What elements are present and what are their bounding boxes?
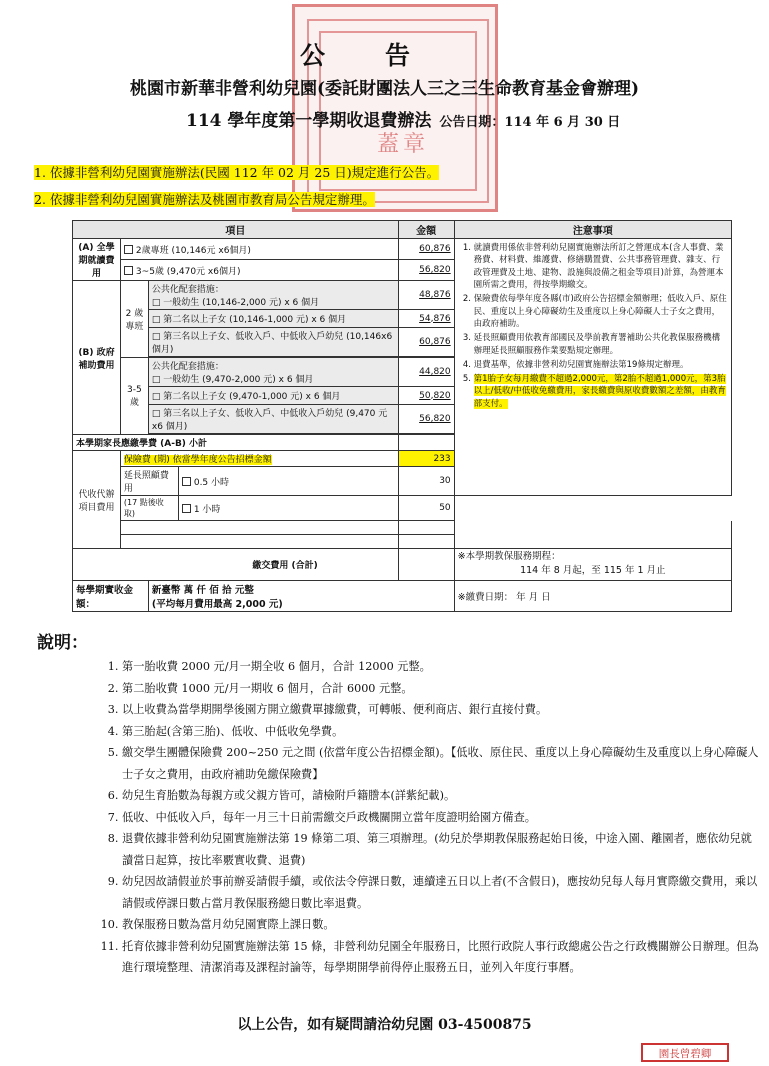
amount-cell: 233 xyxy=(398,451,454,467)
amount-cell: 56,820 xyxy=(398,260,454,281)
amount-cell: 60,876 xyxy=(398,239,454,260)
age35-row-0: □ 一般幼生 (9,470-2,000 元) x 6 個月 xyxy=(151,375,314,385)
extended-row: 1 小時 xyxy=(178,496,398,521)
collect-row: 保險費 (期) 依當學年度公告招標金額 xyxy=(120,451,398,467)
note-item: 3. 延長照顧費用依教育部國民及學前教育署補助公共化教保服務機構辦理延長照顧服務作業要點規定辦理。 xyxy=(474,332,728,357)
section-a-label: (A) 全學期就讀費用 xyxy=(73,239,121,281)
service-period: ※本學期教保服務期程： 114 年 8 月起，至 115 年 1 月止 xyxy=(454,549,731,581)
age2-row-0: □ 一般幼生 (10,146-2,000 元) x 6 個月 xyxy=(151,298,320,308)
total-amount xyxy=(398,549,454,581)
notes-cell xyxy=(454,239,731,496)
section-b-label: (B) 政府補助費用 xyxy=(73,281,121,435)
age35-row xyxy=(148,358,398,387)
fee-table xyxy=(72,220,732,612)
checkbox[interactable] xyxy=(182,504,191,513)
note-item: 2. 保險費依每學年度各縣(市)政府公告招標金額辦理；低收入戶、原住民、重度以上身心障礙幼生及重度以上身心障礙人士子女之費用，由政府補助。 xyxy=(474,293,728,330)
list-item: 8. 退費依據非營利幼兒園實施辦法第 19 條第二項、第三項辦理。(幼兒於學期教保服務起始日後，中途入園、離園者，應依幼兒就讀當日起算，按比率覈實收費、退費) xyxy=(122,828,762,871)
age2-row-1: □ 第二名以上子女 (10,146-1,000 元) x 6 個月 xyxy=(148,310,398,328)
section-a-row: 2歲專班 (10,146元 x6個月) xyxy=(120,239,398,260)
amount-cell: 56,820 xyxy=(398,405,454,434)
page-subtitle xyxy=(186,106,620,131)
note-item: 4. 退費基準，依據非營利幼兒園實施辦法第19條規定辦理。 xyxy=(474,359,728,371)
blank-cell xyxy=(398,535,454,549)
stamp-char-left: 公 xyxy=(300,41,386,70)
list-item: 2. 第二胎收費 1000 元/月一期收 6 個月，合計 6000 元整。 xyxy=(122,678,762,700)
term-total-label: 每學期實收金額： xyxy=(73,580,149,611)
header-amount: 金額 xyxy=(398,221,454,239)
age2-label: 2 歲 專班 xyxy=(120,281,148,358)
amount-cell: 54,876 xyxy=(398,310,454,328)
amount-cell: 60,876 xyxy=(398,328,454,357)
header-item: 項目 xyxy=(73,221,399,239)
header-notes: 注意事項 xyxy=(454,221,731,239)
intro-line-2: 2. 依據非營利幼兒園實施辦法及桃園市教育局公告規定辦理。 xyxy=(34,192,375,207)
age2-row-2: □ 第三名以上子女、低收入戶、中低收入戶幼兒 (10,146x6 個月) xyxy=(148,328,398,357)
list-item: 1. 第一胎收費 2000 元/月一期全收 6 個月，合計 12000 元整。 xyxy=(122,656,762,678)
checkbox[interactable] xyxy=(124,266,133,275)
collect-label: 代收代辦項目費用 xyxy=(73,451,121,549)
checkbox[interactable] xyxy=(182,477,191,486)
intro-line-1: 1. 依據非營利幼兒園實施辦法(民國 112 年 02 月 25 日)規定進行公告。 xyxy=(34,165,440,180)
age35-header: 公共化配套措施： xyxy=(151,362,224,372)
list-item: 3. 以上收費為當學期開學後園方開立繳費單據繳費，可轉帳、便利商店、銀行直接付費。 xyxy=(122,699,762,721)
list-item: 6. 幼兒生育胎數為每親方或父親方皆可，請檢附戶籍謄本(詳紫紀載)。 xyxy=(122,785,762,807)
principal-seal: 園長曾碧卿 xyxy=(641,1043,729,1062)
note-item: 5. 第1胎子女每月繳費不超過2,000元，第2胎不超過1,000元，第3胎以上/低收/中低收免繳費用，家長繳費與原收費數額之差額，由教育部支付。 xyxy=(474,373,728,410)
blank-cell xyxy=(398,521,454,535)
section-a-row: 3~5歲 (9,470元 x6個月) xyxy=(120,260,398,281)
amount-cell: 44,820 xyxy=(398,358,454,387)
age2-row xyxy=(148,281,398,310)
blank-row xyxy=(120,521,398,535)
total-label: 繳交費用 (合計) xyxy=(73,549,399,581)
footer-contact: 以上公告，如有疑問請洽幼兒園 03-4500875 xyxy=(237,1017,532,1033)
age2-header: 公共化配套措施： xyxy=(151,285,224,295)
amount-cell: 48,876 xyxy=(398,281,454,310)
age35-row-2: □ 第三名以上子女、低收入戶、中低收入戶幼兒 (9,470 元 x6 個月) xyxy=(148,405,398,434)
amount-cell: 30 xyxy=(398,467,454,496)
checkbox[interactable] xyxy=(124,245,133,254)
subtotal-label: 本學期家長應繳學費 (A-B) 小計 xyxy=(73,435,399,451)
list-item: 9. 幼兒因故請假並於事前辦妥請假手續，或依法令停課日數，連續達五日以上者(不含假日)，應按幼兒每人每月實際繳交費用，乘以請假或停課日數占當月教保服務總日數比率退費。 xyxy=(122,871,762,914)
list-item: 4. 第三胎起(含第三胎)、低收、中低收免學費。 xyxy=(122,721,762,743)
explanation-heading: 說明： xyxy=(37,633,88,653)
announce-date: 公告日期：114 年 6 月 30 日 xyxy=(439,115,621,130)
note-item: 1. 就讀費用係依非營利幼兒園實施辦法所訂之營運成本(含人事費、業務費、材料費、維護費、修繕購置費、公共事務管理費、雜支、行政管理費及土地、建物、設施與設備之租金等項目)計算，為營運本園所需之費用，得按學期繳交。 xyxy=(474,242,728,291)
list-item: 7. 低收、中低收入戶，每年一月三十日前需繳交戶政機關開立當年度證明給園方備查。 xyxy=(122,807,762,829)
subtotal-amount xyxy=(398,435,454,451)
list-item: 10. 教保服務日數為當月幼兒園實際上課日數。 xyxy=(122,914,762,936)
amount-cell: 50,820 xyxy=(398,387,454,405)
term-total-value: 新臺幣 萬 仟 佰 拾 元整 (平均每月費用最高 2,000 元) xyxy=(148,580,454,611)
explanation-list xyxy=(100,656,762,979)
age35-label: 3-5 歲 xyxy=(120,358,148,435)
stamp-char-right: 告 xyxy=(385,41,471,70)
extended-row: 0.5 小時 xyxy=(178,467,398,496)
age35-row-1: □ 第二名以上子女 (9,470-1,000 元) x 6 個月 xyxy=(148,387,398,405)
page-title: 桃園市新華非營利幼兒園(委託財團法人三之三生命教育基金會辦理) xyxy=(129,79,640,99)
announcement-heading xyxy=(300,36,500,72)
list-item: 5. 繳交學生團體保險費 200~250 元之間 (依當年度公告招標金額)。【低收、原住民、重度以上身心障礙幼生及重度以上身心障礙人士子女之費用，由政府補助免繳保險費】 xyxy=(122,742,762,785)
pay-date: ※繳費日期： 年 月 日 xyxy=(454,580,731,611)
list-item: 11. 托育依據非營利幼兒園實施辦法第 15 條，非營利幼兒園全年服務日，比照行政院人事行政總處公告之行政機關辦公日辦理。但為進行環境整理、清潔消毒及課程討論等，每學期開學前得停止服務五日，並列入年度行事曆。 xyxy=(122,936,762,979)
extended-label: 延長照顧費用 xyxy=(120,467,178,496)
subtitle-text: 114 學年度第一學期收退費辦法 xyxy=(186,111,432,131)
amount-cell: 50 xyxy=(398,496,454,521)
blank-row xyxy=(120,535,398,549)
blank-cell xyxy=(454,521,731,549)
extended-note: (17 點後收取) xyxy=(120,496,178,521)
stamp-seal-text: 蓋章 xyxy=(377,132,430,157)
